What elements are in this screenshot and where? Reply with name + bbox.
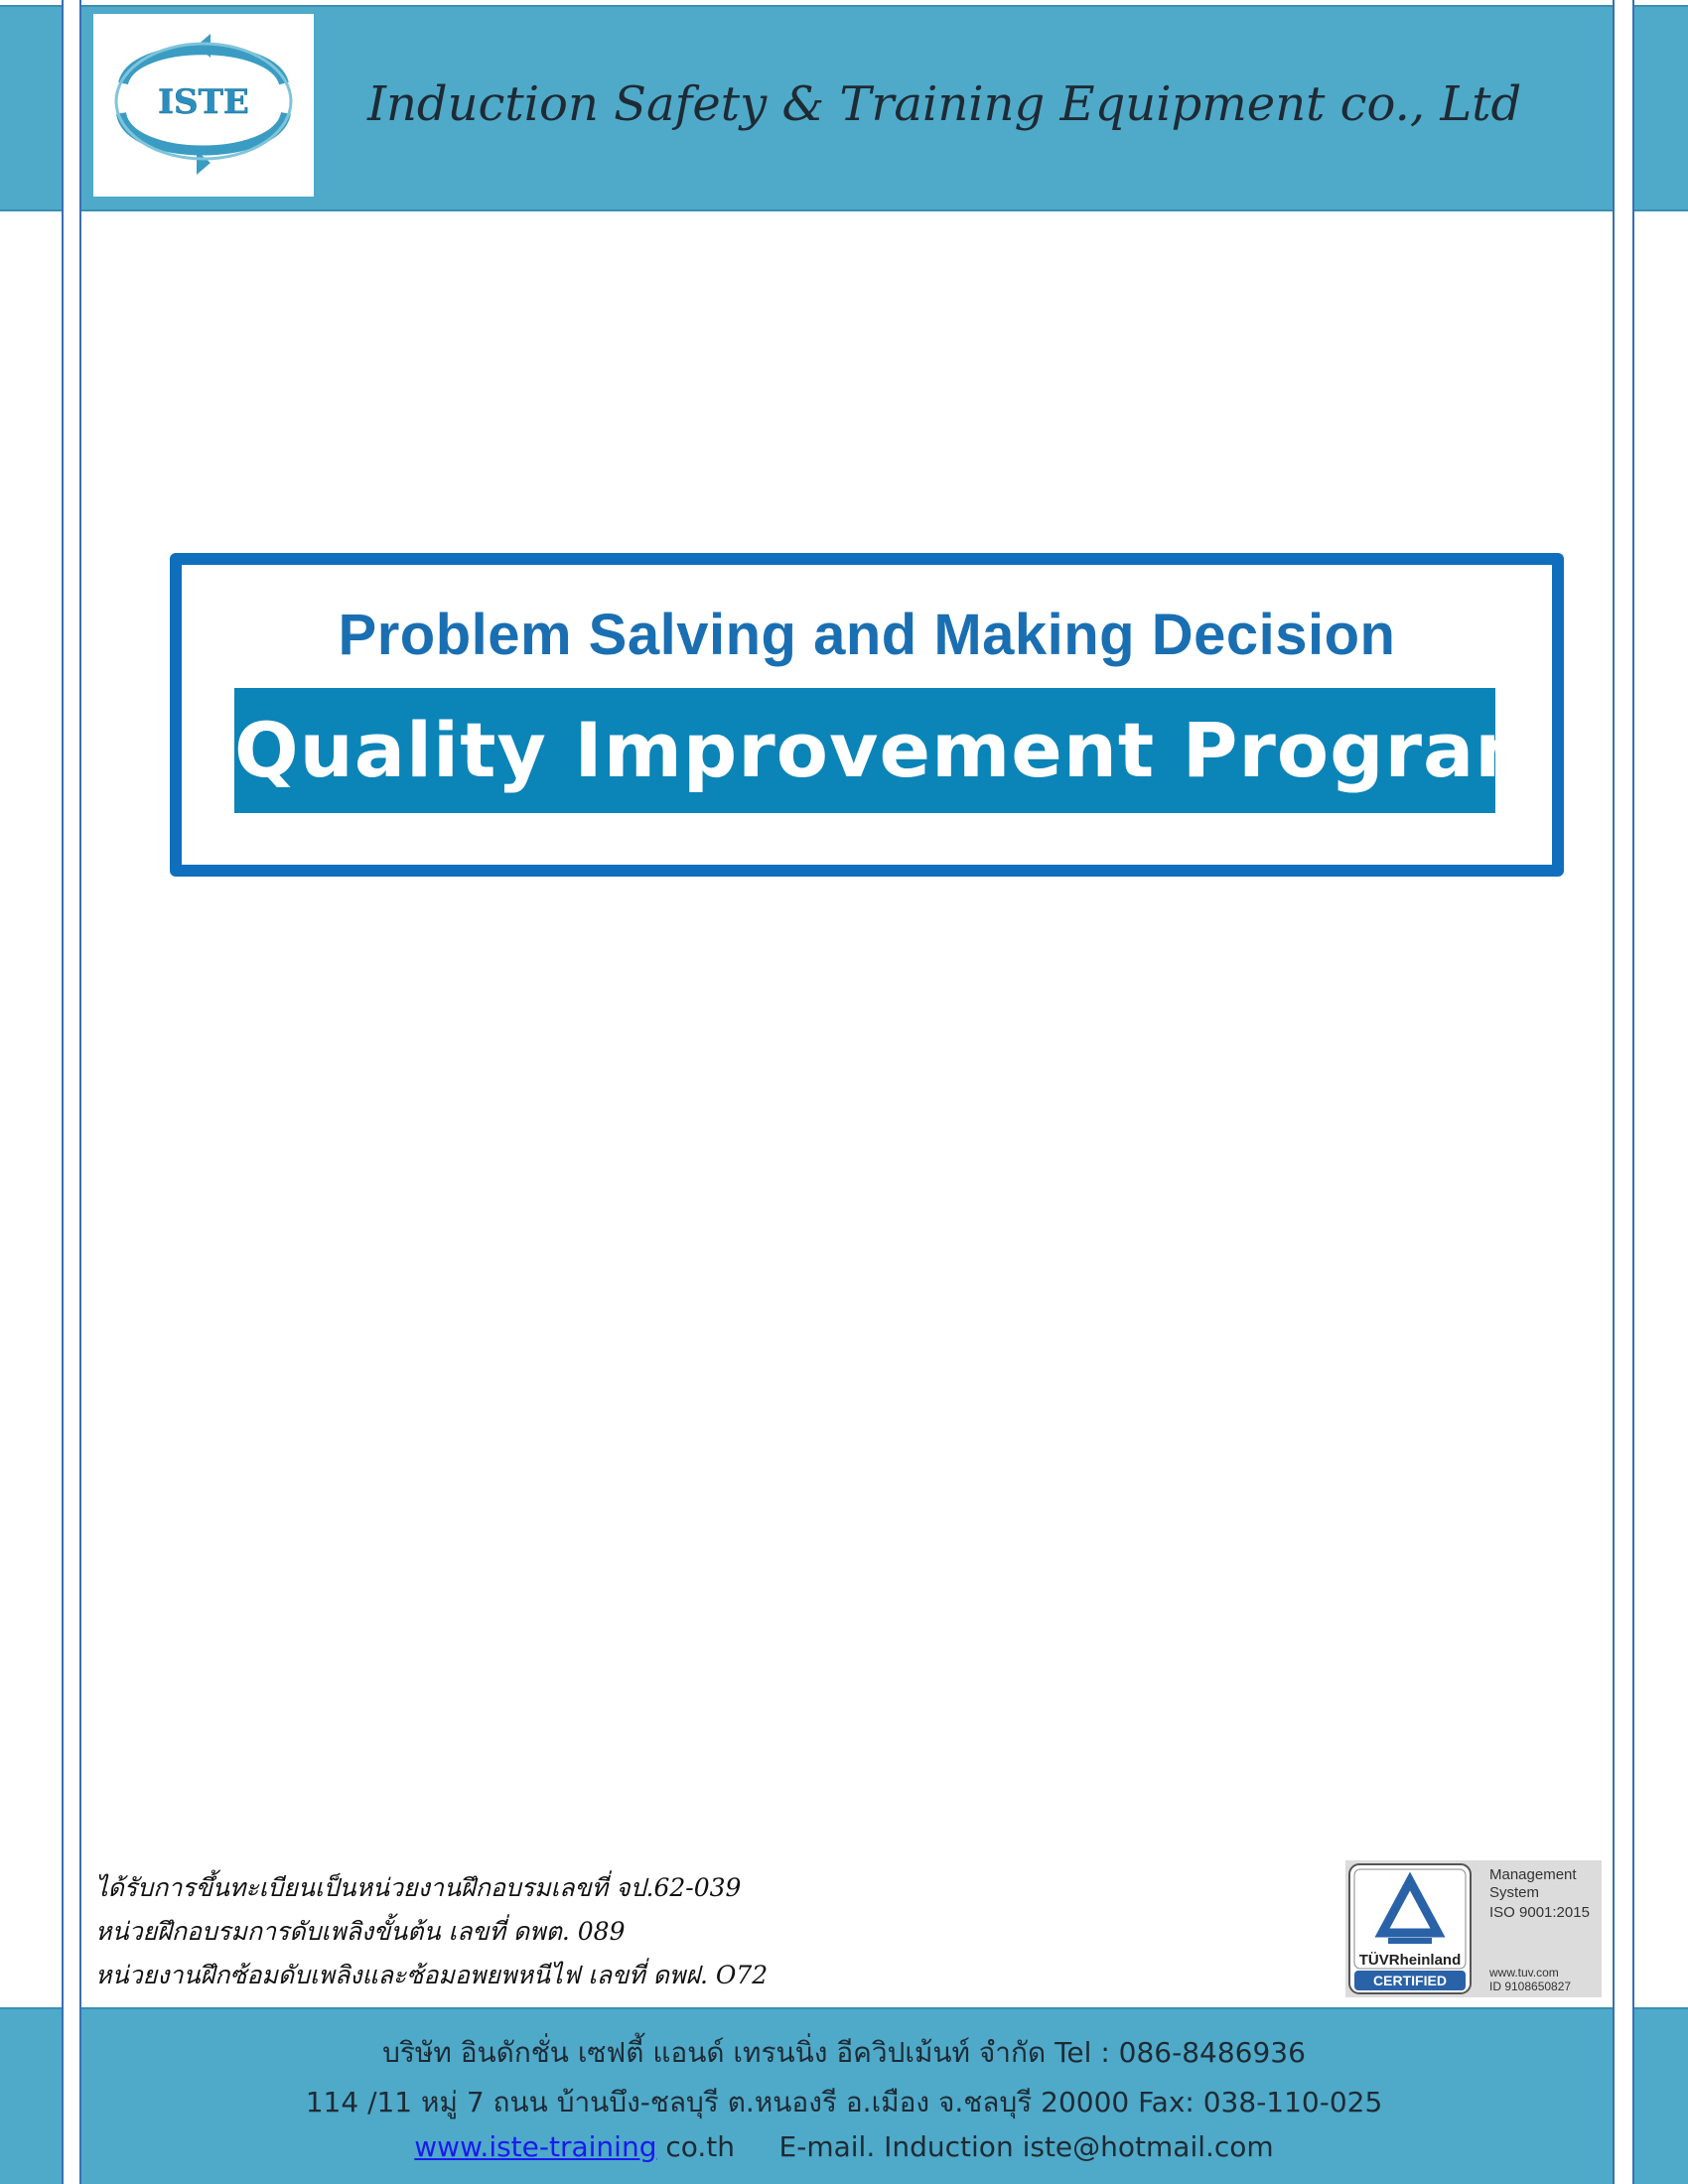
tuv-brand: TÜVRheinland xyxy=(1358,1952,1462,1969)
website-link[interactable]: www.iste-training xyxy=(414,2130,657,2163)
left-inner-rule xyxy=(79,0,81,2184)
registration-line-1: ได้รับการขึ้นทะเบียนเป็นหน่วยงานฝึกอบรมเลขที่ จป.62-039 xyxy=(95,1873,742,1902)
footer-address-line: 114 /11 หมู่ 7 ถนน บ้านบึง-ชลบุรี ต.หนองรี อ.เมือง จ.ชลบุรี 20000 Fax: 038-110-025 xyxy=(305,2086,1383,2118)
footer-company-line: บริษัท อินดักชั่น เซฟตี้ แอนด์ เทรนนิ่ง อีควิปเม้นท์ จำกัด Tel : 086-8486936 xyxy=(382,2036,1306,2069)
right-outer-rule xyxy=(1632,0,1634,2184)
right-inner-rule xyxy=(1613,0,1615,2184)
left-margin-strip xyxy=(62,0,79,2184)
cert-system-line1: Management xyxy=(1489,1866,1577,1883)
registration-line-2: หน่วยฝึกอบรมการดับเพลิงขั้นต้น เลขที่ ดพต. 089 xyxy=(95,1917,626,1946)
cert-id: ID 9108650827 xyxy=(1489,1979,1572,1993)
right-margin-strip xyxy=(1613,0,1632,2184)
tuv-triangle-icon xyxy=(1348,1863,1472,1994)
certified-label: CERTIFIED xyxy=(1373,1973,1447,1988)
company-name: Induction Safety & Training Equipment co., Ltd xyxy=(367,76,1522,132)
registration-line-3: หน่วยงานฝึกซ้อมดับเพลิงและซ้อมอพยพหนีไฟ เลขที่ ดพฝ. O72 xyxy=(95,1961,769,1989)
cert-website: www.tuv.com xyxy=(1489,1966,1559,1979)
cover-title: Quality Improvement Program xyxy=(234,706,1555,794)
footer-email: E-mail. Induction iste@hotmail.com xyxy=(778,2130,1274,2163)
company-logo xyxy=(93,14,314,197)
logo-text: ISTE xyxy=(158,82,249,122)
cert-system-line2: System xyxy=(1489,1884,1540,1901)
footer-contact-line xyxy=(60,2130,1628,2163)
cert-standard: ISO 9001:2015 xyxy=(1489,1904,1590,1921)
iste-logo-icon xyxy=(93,14,314,197)
tuv-badge xyxy=(1348,1863,1472,1994)
left-outer-rule xyxy=(62,0,64,2184)
website-suffix: co.th xyxy=(656,2130,736,2163)
cover-subtitle: Problem Salving and Making Decision xyxy=(338,603,1396,667)
